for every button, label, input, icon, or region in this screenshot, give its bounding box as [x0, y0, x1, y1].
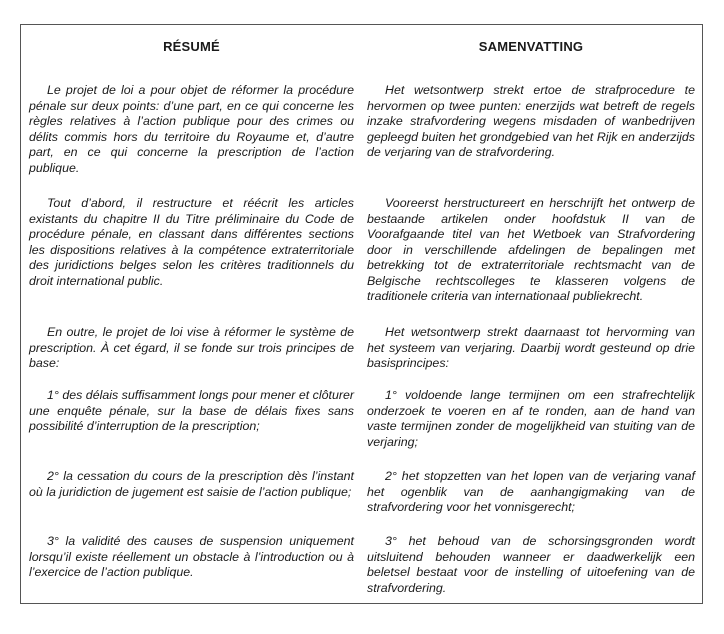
samenvatting-paragraph-6: 3° het behoud van de schorsingsgronden wordt uitsluitend behouden wanneer er daadwerkelijk een beletsel bestaat voor de instelling of uitoefening van de strafvordering. — [367, 534, 695, 595]
samenvatting-paragraph-2: Vooreerst herstructureert en herschrijft het ontwerp de bestaande artikelen onder hoofdstuk II van de Voorafgaande titel van het Wetboek van Strafvordering door in verschillende afdelingen de bepalingen met betrekking tot de extraterritoriale rechtsmacht van de Belgische rechtscolleges te klasseren volgens de traditionele criteria van internationaal publiekrecht. — [367, 196, 695, 303]
samenvatting-paragraph-1: Het wetsontwerp strekt ertoe de strafprocedure te hervormen op twee punten: enerzijds wat betreft de regels inzake strafvordering wegens misdaden of wanbedrijven gepleegd buiten het grondgebied van het Rijk en anderzijds de verjaring van de strafvordering. — [367, 83, 695, 159]
samenvatting-paragraph-3: Het wetsontwerp strekt daarnaast tot hervorming van het systeem van verjaring. Daarbij wordt gesteund op drie basisprincipes: — [367, 325, 695, 370]
resume-paragraph-2: Tout d’abord, il restructure et réécrit les articles existants du chapitre II du Titre préliminaire du Code de procédure pénale, en classant dans différentes sections les dispositions relatives à la compétence extraterritoriale des juridictions belges selon les critères traditionnels du droit international public. — [29, 196, 354, 288]
resume-paragraph-1: Le projet de loi a pour objet de réformer la procédure pénale sur deux points: d’une part, en ce qui concerne les règles relatives à l’action publique pour des crimes ou délits commis hors du territoire du Royaume et, d’autre part, en ce qui concerne la prescription de l’action publique. — [29, 83, 354, 175]
summary-frame — [20, 24, 703, 604]
samenvatting-paragraph-4: 1° voldoende lange termijnen om een strafrechtelijk onderzoek te voeren en af te ronden, aan de hand van vaste termijnen zonder de mogelijkheid van stuiting van de verjaring; — [367, 388, 695, 449]
resume-heading: RÉSUMÉ — [163, 39, 220, 54]
resume-paragraph-3: En outre, le projet de loi vise à réformer le système de prescription. À cet égard, il se fonde sur trois principes de base: — [29, 325, 354, 370]
samenvatting-paragraph-5: 2° het stopzetten van het lopen van de verjaring vanaf het ogenblik van de aanhangigmaking van de strafvordering voor het vonnisgerecht; — [367, 469, 695, 514]
resume-paragraph-6: 3° la validité des causes de suspension uniquement lorsqu’il existe réellement un obstacle à l’introduction ou à l’exercice de l’action publique. — [29, 534, 354, 579]
samenvatting-heading: SAMENVATTING — [478, 39, 584, 54]
resume-paragraph-5: 2° la cessation du cours de la prescription dès l’instant où la juridiction de jugement est saisie de l’action publique; — [29, 469, 354, 499]
resume-paragraph-4: 1° des délais suffisamment longs pour mener et clôturer une enquête pénale, sur la base de délais fixes sans possibilité d’interruption de la prescription; — [29, 388, 354, 433]
